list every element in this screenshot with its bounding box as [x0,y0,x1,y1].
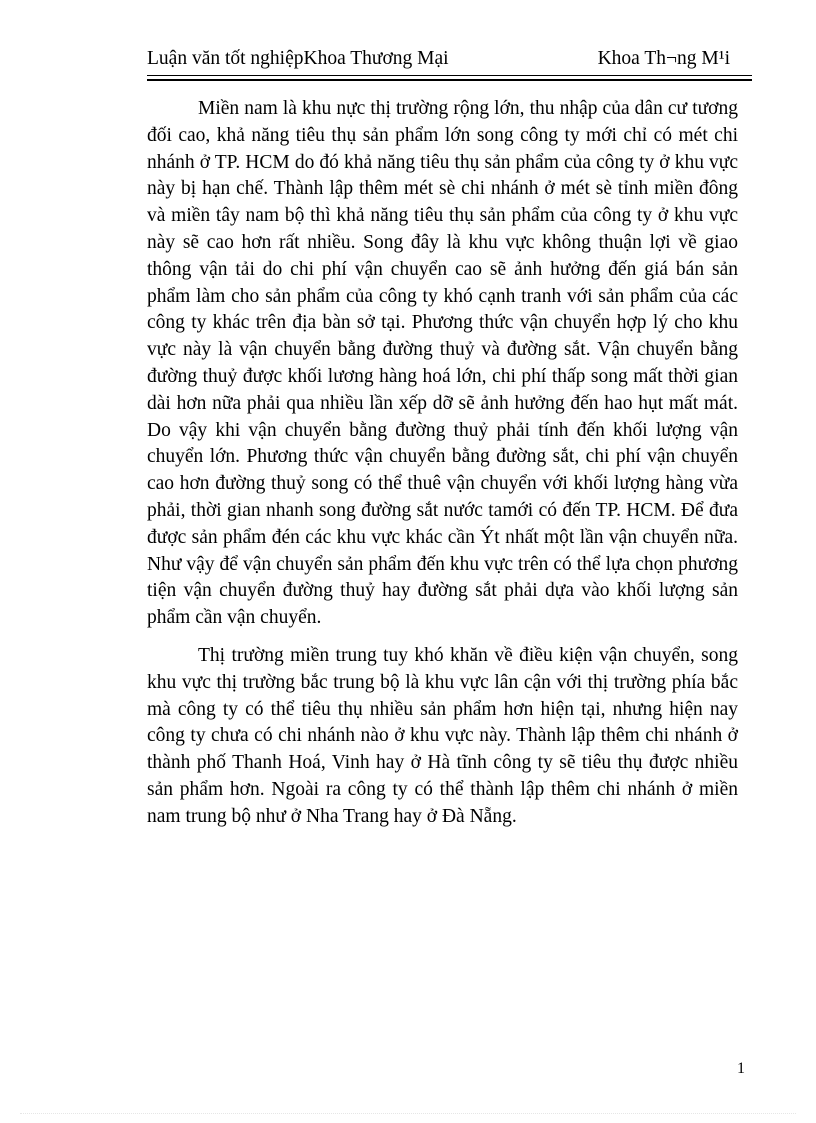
page-number: 1 [737,1060,745,1077]
header-title: Luận văn tốt nghiệpKhoa Thương Mại [147,48,449,69]
header-rule-thick [147,79,752,81]
paragraph: Thị trường miền trung tuy khó khăn về điều kiện vận chuyển, song khu vực thị trường bắc trung bộ là khu vực lân cận với thị trường phía bắc mà công ty có thể tiêu thụ nhiều sản phẩm hơn hiện tại, nhưng hiện nay công ty chưa có chi nhánh nào ở khu vực này. Thành lập thêm chi nhánh ở thành phố Thanh Hoá, Vinh hay ở Hà tĩnh công ty sẽ tiêu thụ được nhiều sản phẩm hơn. Ngoài ra công ty có thể thành lập thêm chi nhánh ở miền nam trung bộ như ở Nha Trang hay ở Đà Nẵng. [147,644,738,827]
page-bottom-border [20,1113,796,1114]
paragraph: Miền nam là khu nực thị trường rộng lớn, thu nhập của dân cư tương đối cao, khả năng tiêu thụ sản phẩm lớn song công ty mới chỉ có mét chi nhánh ở TP. HCM do đó khả năng tiêu thụ sản phẩm của công ty ở khu vực này bị hạn chế. Thành lập thêm mét sè chi nhánh ở mét sè tỉnh miền đông và miền tây nam bộ thì khả năng tiêu thụ sản phẩm của công ty ở khu vực này sẽ cao hơn rất nhiều. Song đây là khu vực không thuận lợi về giao thông vận tải do chi phí vận chuyển cao sẽ ảnh hưởng đến giá bán sản phẩm làm cho sản phẩm của công ty khó cạnh tranh với sản phẩm của các công ty khác trên địa bàn sở tại. Phương thức vận chuyển hợp lý cho khu vực này là vận chuyển bằng đường thuỷ và đường sắt. Vận chuyển bằng đường thuỷ được khối lương hàng hoá lớn, chi phí thấp song mất thời gian dài hơn nữa phải qua nhiều lần xếp dỡ sẽ ảnh hưởng đến hao hụt mất mát. Do vậy khi vận chuyển bằng đường thuỷ phải tính đến khối lượng vận chuyển lớn. Phương thức vận chuyển bằng đường sắt, chi phí vận chuyển cao hơn đường thuỷ song có thể thuê vận chuyển với khối lượng hàng vừa phải, thời gian nhanh song đường sắt nước tamới có đến TP. HCM. Để đưa được sản phẩm đén các khu vực khác cần Ýt nhất một lần vận chuyển nữa. Như vậy để vận chuyển sản phẩm đến khu vực trên có thể lựa chọn phương tiện vận chuyển đường thuỷ hay đường sắt phải dựa vào khối lượng sản phẩm cần vận chuyển. [147,98,738,629]
header-rule-thin [147,75,752,76]
header-department: Khoa Th¬ng M¹i [597,48,730,69]
document-body [147,96,738,842]
page-header [147,48,752,78]
